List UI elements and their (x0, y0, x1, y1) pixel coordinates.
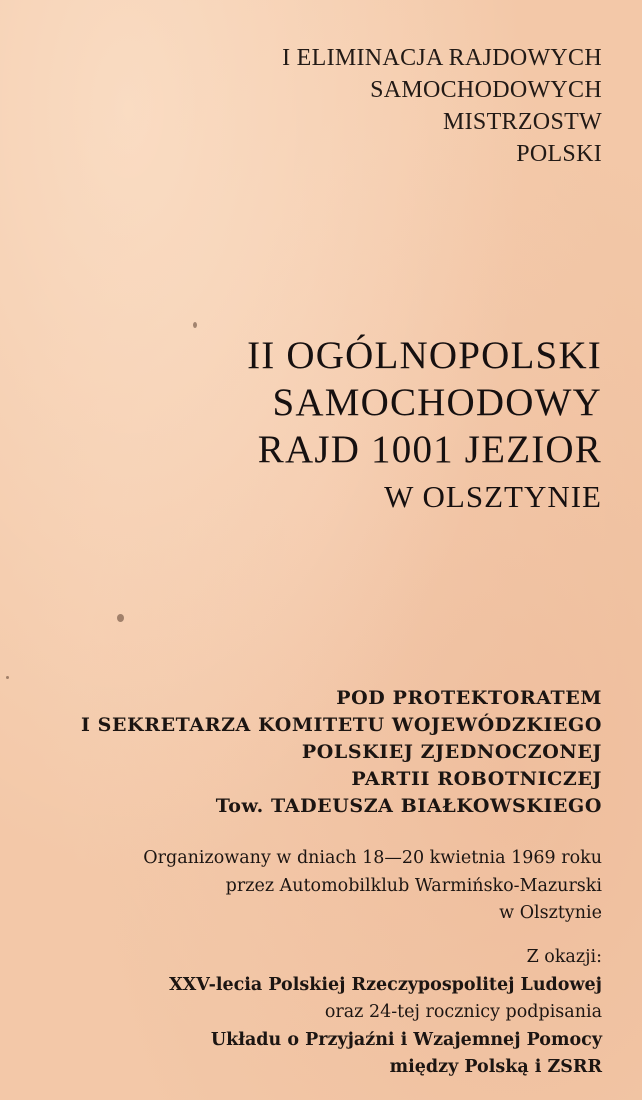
patronage-line-3: POLSKIEJ ZJEDNOCZONEJ (301, 741, 602, 763)
elimination-heading (282, 42, 602, 170)
patronage-block (81, 685, 602, 820)
elimination-line-4: POLSKI (516, 141, 602, 167)
organizer-line-3: w Olsztynie (499, 903, 602, 923)
elimination-line-2: SAMOCHODOWYCH (370, 77, 602, 103)
organizer-block (143, 845, 602, 928)
rally-title (247, 332, 602, 520)
occasion-line-4: między Polską i ZSRR (389, 1057, 602, 1077)
paper-speck (193, 322, 197, 328)
elimination-line-1: I ELIMINACJA RAJDOWYCH (282, 45, 602, 71)
occasion-line-2: oraz 24-tej rocznicy podpisania (324, 1002, 602, 1022)
patronage-line-4: PARTII ROBOTNICZEJ (351, 768, 602, 790)
patronage-line-5: Tow. TADEUSZA BIAŁKOWSKIEGO (215, 795, 602, 817)
occasion-line-3: Układu o Przyjaźni i Wzajemnej Pomocy (210, 1029, 602, 1050)
patronage-line-1: POD PROTEKTORATEM (336, 687, 602, 709)
title-line-2: SAMOCHODOWY (272, 381, 602, 424)
organizer-line-1: Organizowany w dniach 18—20 kwietnia 1969 roku (143, 848, 602, 868)
organizer-line-2: przez Automobilklub Warmińsko-Mazurski (225, 875, 602, 896)
occasion-intro: Z okazji: (526, 947, 602, 967)
title-place: W OLSZTYNIE (384, 479, 602, 514)
occasion-line-1: XXV-lecia Polskiej Rzeczypospolitej Ludowej (169, 974, 602, 995)
title-line-3: RAJD 1001 JEZIOR (257, 428, 602, 471)
occasion-block (169, 944, 602, 1082)
paper-speck (117, 614, 124, 622)
patronage-line-2: I SEKRETARZA KOMITETU WOJEWÓDZKIEGO (80, 714, 602, 736)
elimination-line-3: MISTRZOSTW (443, 109, 602, 135)
paper-speck (6, 676, 9, 679)
title-line-1: II OGÓLNOPOLSKI (247, 334, 602, 377)
